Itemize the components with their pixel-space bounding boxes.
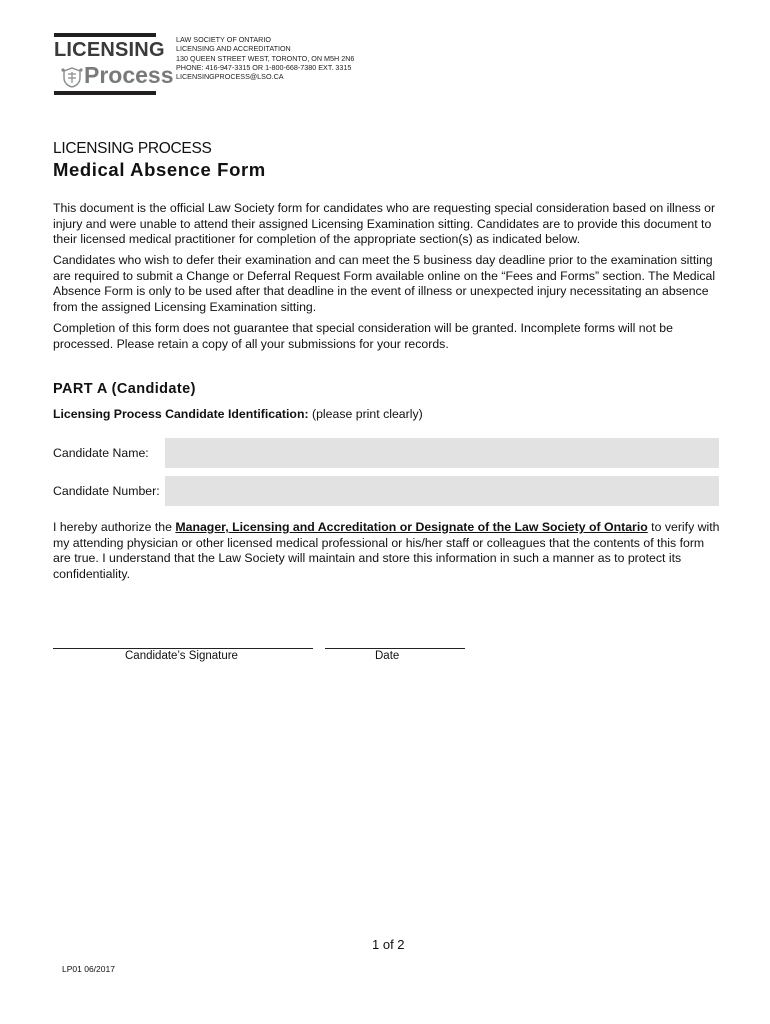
licensing-process-logo bbox=[54, 33, 174, 95]
authorization-body: to verify with my attending physician or other licensed medical professional or his/her staff or colleagues that the contents of this form are true. I understand that the Law Society will maintain and store this information in such a manner as to protect its confidentiality. bbox=[53, 520, 720, 581]
org-department: LICENSING AND ACCREDITATION bbox=[176, 44, 291, 54]
signature-caption: Candidate’s Signature bbox=[125, 650, 238, 662]
candidate-number-label: Candidate Number: bbox=[53, 484, 160, 498]
identification-label: Licensing Process Candidate Identification: bbox=[53, 407, 309, 421]
candidate-name-input[interactable] bbox=[165, 438, 719, 468]
organization-address bbox=[176, 35, 354, 81]
logo-top-rule bbox=[54, 33, 156, 37]
form-code: LP01 06/2017 bbox=[62, 964, 115, 974]
date-caption: Date bbox=[375, 650, 400, 662]
page-number: 1 of 2 bbox=[372, 937, 405, 952]
intro-paragraph-2: Candidates who wish to defer their examination and can meet the 5 business day deadline prior to the examination sitting are required to submit a Change or Deferral Request Form available online on the “Fees and Forms” section. The Medical Absence Form is only to be used after that deadline in the event of illness or unexpected injury necessitating an absence from the assigned Licensing Examination sitting. bbox=[53, 253, 716, 314]
date-line[interactable] bbox=[325, 648, 465, 649]
identification-hint: (please print clearly) bbox=[308, 407, 423, 421]
page-title: Medical Absence Form bbox=[53, 159, 266, 180]
logo-bottom-rule bbox=[54, 91, 156, 95]
org-name: LAW SOCIETY OF ONTARIO bbox=[176, 35, 271, 44]
authorization-lead: I hereby authorize the bbox=[53, 520, 176, 534]
candidate-identification-instruction bbox=[53, 407, 423, 421]
part-a-heading: PART A (Candidate) bbox=[53, 381, 196, 397]
logo-word-process: Process bbox=[84, 62, 174, 88]
authorization-statement bbox=[53, 520, 725, 582]
coat-of-arms-icon bbox=[60, 66, 84, 88]
signature-line[interactable] bbox=[53, 648, 313, 649]
logo-word-licensing: LICENSING bbox=[54, 39, 165, 61]
org-phone: PHONE: 416-947-3315 OR 1-800-668-7380 EXT. 3315 bbox=[176, 62, 352, 72]
org-street: 130 QUEEN STREET WEST, TORONTO, ON M5H 2N6 bbox=[176, 53, 355, 63]
candidate-number-input[interactable] bbox=[165, 476, 719, 506]
candidate-name-label: Candidate Name: bbox=[53, 446, 149, 460]
section-kicker: LICENSING PROCESS bbox=[53, 140, 212, 157]
authorized-party: Manager, Licensing and Accreditation or Designate of the Law Society of Ontario bbox=[175, 520, 648, 534]
intro-paragraph-3: Completion of this form does not guarantee that special consideration will be granted. Incomplete forms will not be processed. Please retain a copy of all your submissions for your records. bbox=[53, 321, 673, 351]
intro-paragraph-1: This document is the official Law Society form for candidates who are requesting special consideration based on illness or injury and were unable to attend their assigned Licensing Examination sitting. Candidates are to provide this document to their licensed medical practitioner for completion of the appropriate section(s) as indicated below. bbox=[53, 201, 716, 247]
org-email: LICENSINGPROCESS@LSO.CA bbox=[176, 72, 284, 82]
